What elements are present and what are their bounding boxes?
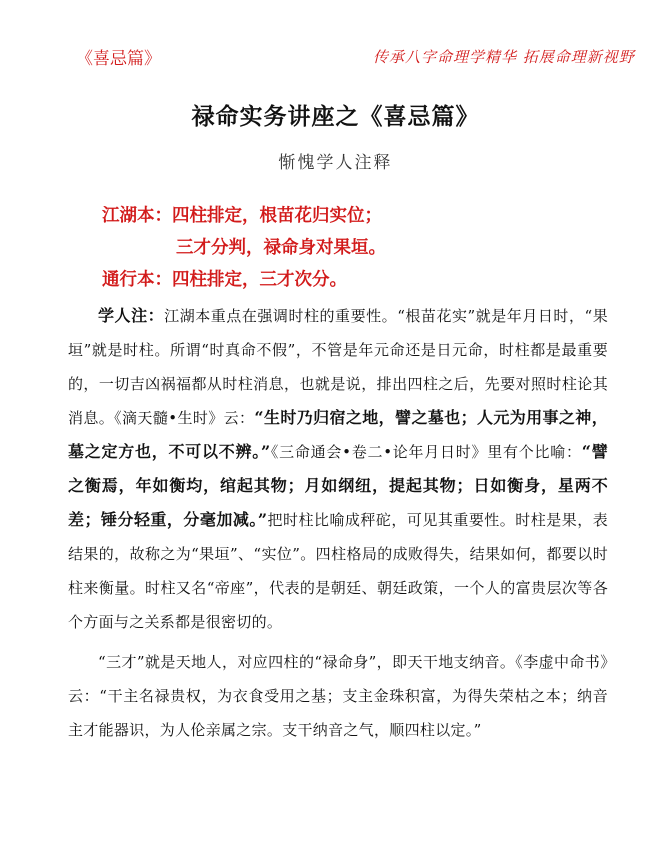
header-slogan: 传承八字命理学精华 拓展命理新视野 xyxy=(373,48,635,66)
quote-ditiansui: “生时乃归宿之地，譬之墓也；人元为用事之神，墓之定方也，不可以不辨。” xyxy=(68,408,608,461)
verse-line-3: 通行本：四柱排定，三才次分。 xyxy=(102,270,347,290)
note-text-a: 江湖本重点在强调时柱的重要性。“根苗花实”就是年月日时，“果垣”就是时柱。所谓“时真命不假”，不管是年元命还是日元命，时柱都是最重要的，一切吉凶祸福都从时柱消息，也就是说，排出四柱之后，先要对照时柱论其消息。《滴天髓•生时》云： xyxy=(68,307,609,427)
page-title: 禄命实务讲座之《喜忌篇》 xyxy=(191,103,480,130)
verse-line-2: 三才分判，禄命身对果垣。 xyxy=(176,238,386,258)
commentary-paragraph-2: “三才”就是天地人，对应四柱的“禄命身”，即天干地支纳音。《李虚中命书》云：“干主名禄贵权，为衣食受用之基；支主金珠积富，为得失荣枯之本；纳音主才能器识，为人伦亲属之宗。支干纳音之气，顺四柱以定。” xyxy=(68,653,608,739)
quote-sanming: “譬之衡焉，年如衡均，绾起其物；月如纲纽，提起其物；日如衡身，星两不差；锤分轻重，分毫加减。” xyxy=(68,442,608,529)
commentary xyxy=(68,299,608,747)
note-text-e: 把时柱比喻成秤砣，可见其重要性。时柱是果，表结果的，故称之为“果垣”、“实位”。四柱格局的成败得失，结果如何，都要以时柱来衡量。时柱又名“帝座”，代表的是朝廷、朝廷政策，一个人的富贵层次等各个方面与之关系都是很密切的。 xyxy=(68,511,608,631)
note-label: 学人注： xyxy=(98,306,165,325)
verse-line-1: 江湖本：四柱排定，根苗花归实位； xyxy=(102,206,382,226)
note-text-c: 《三命通会•卷二•论年月日时》里有个比喻： xyxy=(270,443,582,461)
header-book-title: 《喜忌篇》 xyxy=(76,49,161,69)
commentary-paragraph-1 xyxy=(68,299,608,639)
author-line: 惭愧学人注释 xyxy=(278,153,393,173)
